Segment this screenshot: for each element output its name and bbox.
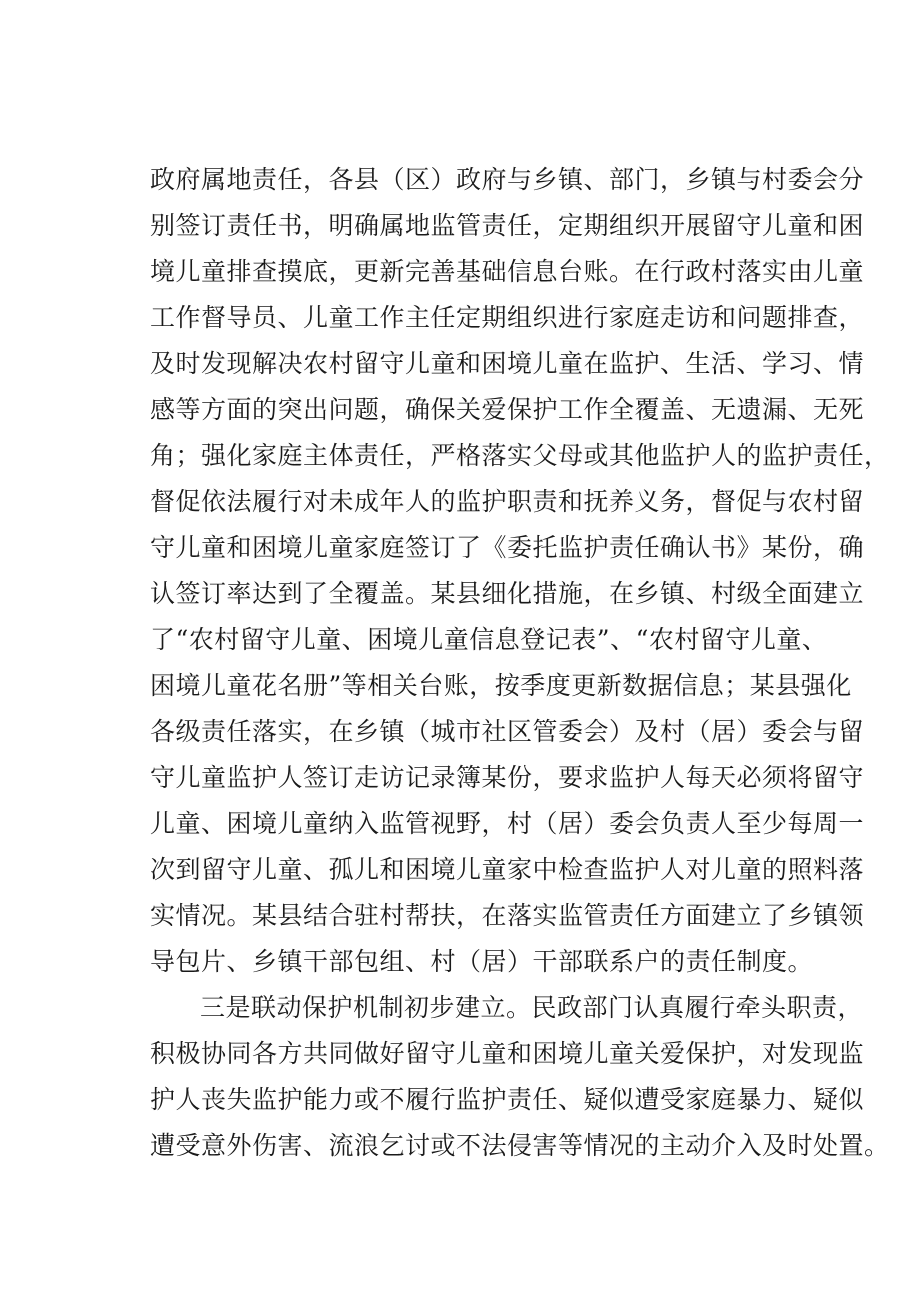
text-line: 守儿童和困境儿童家庭签订了《委托监护责任确认书》某份，确 xyxy=(150,533,865,562)
text-line: 儿童、困境儿童纳入监管视野，村（居）委会负责人至少每周一 xyxy=(150,809,865,838)
document-body xyxy=(150,157,890,1169)
text-line: 各级责任落实，在乡镇（城市社区管委会）及村（居）委会与留 xyxy=(150,717,865,746)
text-line: 遭受意外伤害、流浪乞讨或不法侵害等情况的主动介入及时处置。 xyxy=(150,1131,890,1160)
text-line: 政府属地责任，各县（区）政府与乡镇、部门，乡镇与村委会分 xyxy=(150,165,865,194)
text-line: 角；强化家庭主体责任，严格落实父母或其他监护人的监护责任， xyxy=(150,441,890,470)
text-line: 实情况。某县结合驻村帮扶，在落实监管责任方面建立了乡镇领 xyxy=(150,901,865,930)
text-line: 守儿童监护人签订走访记录簿某份，要求监护人每天必须将留守 xyxy=(150,763,865,792)
text-line: 别签订责任书，明确属地监管责任，定期组织开展留守儿童和困 xyxy=(150,211,865,240)
text-line: 了“农村留守儿童、困境儿童信息登记表”、“农村留守儿童、 xyxy=(150,625,828,654)
paragraph-2 xyxy=(150,985,890,1169)
text-line: 及时发现解决农村留守儿童和困境儿童在监护、生活、学习、情 xyxy=(150,349,865,378)
text-line: 工作督导员、儿童工作主任定期组织进行家庭走访和问题排查， xyxy=(150,303,865,332)
text-line: 督促依法履行对未成年人的监护职责和抚养义务，督促与农村留 xyxy=(150,487,865,516)
text-line: 感等方面的突出问题，确保关爱保护工作全覆盖、无遗漏、无死 xyxy=(150,395,865,424)
text-line: 次到留守儿童、孤儿和困境儿童家中检查监护人对儿童的照料落 xyxy=(150,855,865,884)
text-line: 护人丧失监护能力或不履行监护责任、疑似遭受家庭暴力、疑似 xyxy=(150,1085,865,1114)
text-line: 导包片、乡镇干部包组、村（居）干部联系户的责任制度。 xyxy=(150,947,814,976)
text-line: 境儿童排查摸底，更新完善基础信息台账。在行政村落实由儿童 xyxy=(150,257,865,286)
text-line: 困境儿童花名册”等相关台账，按季度更新数据信息；某县强化 xyxy=(150,671,852,700)
paragraph-1 xyxy=(150,157,890,985)
text-line: 认签订率达到了全覆盖。某县细化措施，在乡镇、村级全面建立 xyxy=(150,579,865,608)
text-line: 积极协同各方共同做好留守儿童和困境儿童关爱保护，对发现监 xyxy=(150,1039,865,1068)
text-line: 三是联动保护机制初步建立。民政部门认真履行牵头职责， xyxy=(200,993,864,1022)
